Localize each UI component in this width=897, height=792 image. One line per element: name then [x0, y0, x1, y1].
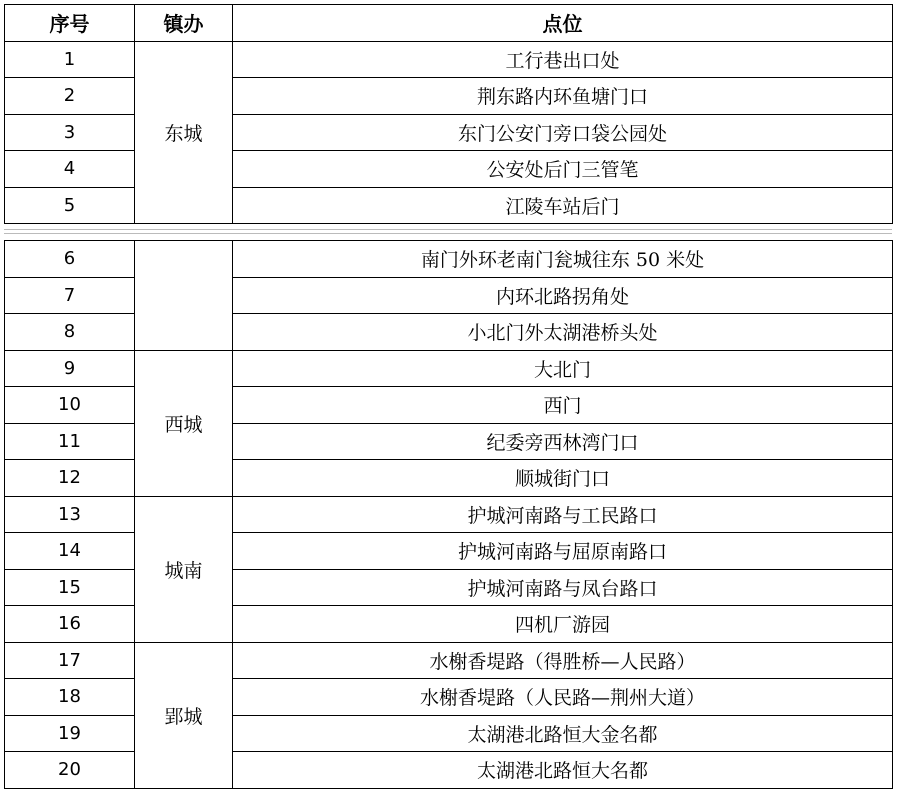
header-location: 点位 [233, 5, 893, 42]
seq-cell: 10 [5, 387, 135, 424]
town-cell-yingcheng: 郢城 [135, 642, 233, 788]
town-cell-dongcheng: 东城 [135, 41, 233, 224]
seq-cell: 18 [5, 679, 135, 716]
table-row [5, 350, 893, 387]
seq-cell: 20 [5, 752, 135, 789]
header-seq: 序号 [5, 5, 135, 42]
location-cell: 荆东路内环鱼塘门口 [233, 78, 893, 115]
location-cell: 太湖港北路恒大金名都 [233, 715, 893, 752]
location-cell: 小北门外太湖港桥头处 [233, 314, 893, 351]
points-table-part1 [4, 4, 893, 224]
seq-cell: 19 [5, 715, 135, 752]
seq-cell: 13 [5, 496, 135, 533]
location-cell: 护城河南路与工民路口 [233, 496, 893, 533]
location-cell: 水榭香堤路（得胜桥—人民路） [233, 642, 893, 679]
seq-cell: 2 [5, 78, 135, 115]
seq-cell: 6 [5, 241, 135, 278]
seq-cell: 8 [5, 314, 135, 351]
table-row [5, 642, 893, 679]
location-cell: 江陵车站后门 [233, 187, 893, 224]
seq-cell: 7 [5, 277, 135, 314]
table-row [5, 41, 893, 78]
location-cell: 护城河南路与凤台路口 [233, 569, 893, 606]
location-cell: 东门公安门旁口袋公园处 [233, 114, 893, 151]
town-cell-xicheng: 西城 [135, 350, 233, 496]
points-table-part2 [4, 240, 893, 789]
seq-cell: 12 [5, 460, 135, 497]
seq-cell: 15 [5, 569, 135, 606]
seq-cell: 17 [5, 642, 135, 679]
town-cell-continued [135, 241, 233, 351]
location-cell: 大北门 [233, 350, 893, 387]
seq-cell: 5 [5, 187, 135, 224]
header-town: 镇办 [135, 5, 233, 42]
seq-cell: 3 [5, 114, 135, 151]
header-row [5, 5, 893, 42]
seq-cell: 9 [5, 350, 135, 387]
table-row [5, 496, 893, 533]
location-cell: 太湖港北路恒大名都 [233, 752, 893, 789]
page-break-line [4, 233, 892, 234]
seq-cell: 11 [5, 423, 135, 460]
seq-cell: 16 [5, 606, 135, 643]
location-cell: 顺城街门口 [233, 460, 893, 497]
seq-cell: 14 [5, 533, 135, 570]
town-cell-chengnan: 城南 [135, 496, 233, 642]
location-cell: 南门外环老南门瓮城往东 50 米处 [233, 241, 893, 278]
location-cell: 公安处后门三管笔 [233, 151, 893, 188]
location-cell: 内环北路拐角处 [233, 277, 893, 314]
seq-cell: 4 [5, 151, 135, 188]
page-break-line [4, 229, 892, 230]
location-cell: 纪委旁西林湾门口 [233, 423, 893, 460]
location-cell: 西门 [233, 387, 893, 424]
location-cell: 水榭香堤路（人民路—荆州大道） [233, 679, 893, 716]
table-row [5, 241, 893, 278]
location-cell: 工行巷出口处 [233, 41, 893, 78]
seq-cell: 1 [5, 41, 135, 78]
location-cell: 四机厂游园 [233, 606, 893, 643]
location-cell: 护城河南路与屈原南路口 [233, 533, 893, 570]
